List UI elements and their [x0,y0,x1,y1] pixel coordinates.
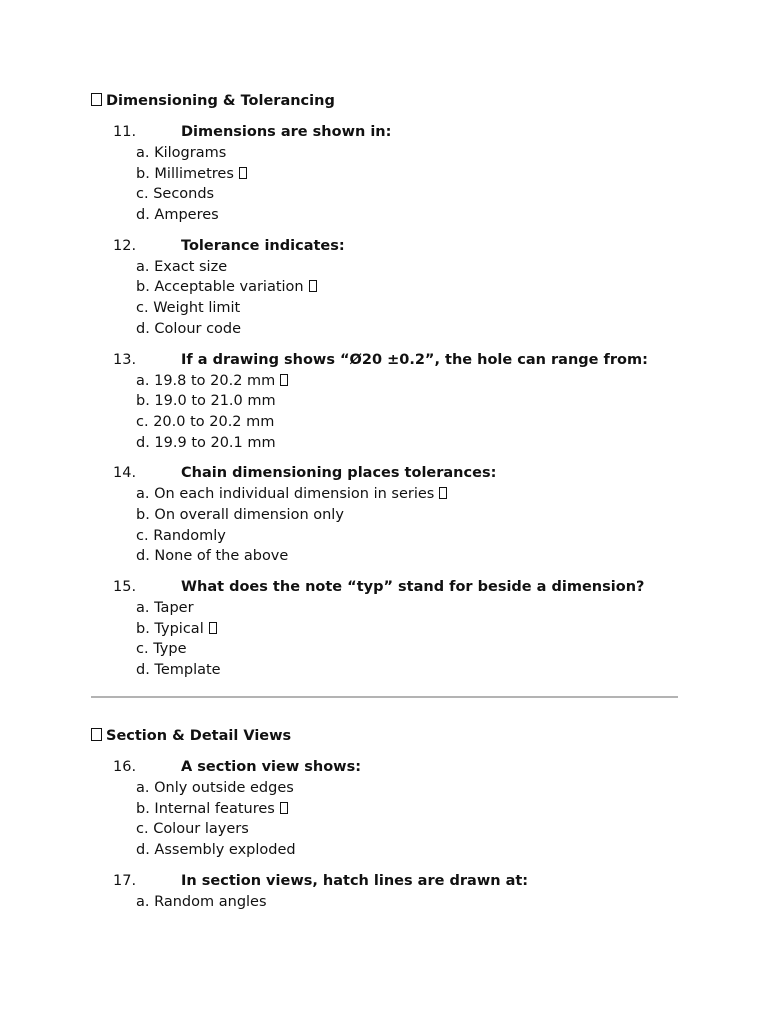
option-item-correct: b. Acceptable variation [136,277,678,298]
option-item: d. Assembly exploded [136,842,296,859]
missing-glyph-icon [91,728,102,741]
option-item: a. Taper [136,600,194,616]
option-item: b. On overall dimension only [136,506,344,523]
option-list [91,257,678,340]
question-12 [91,236,678,340]
option-list [91,778,678,861]
option-item: d. Template [136,662,221,679]
option-list [91,598,678,681]
option-item-correct: b. Internal features [136,799,678,820]
question-text: Tolerance indicates: [181,237,345,254]
check-mark-icon [239,167,247,179]
question-17 [91,871,678,913]
option-item: d. Colour code [136,320,242,337]
question-13 [91,350,678,454]
option-item: c. Type [136,641,187,658]
option-item: a. Kilograms [136,145,227,161]
question-number: 17. [113,872,137,889]
question-number: 15. [113,579,137,595]
option-item: c. Colour layers [136,821,249,838]
check-mark-icon [209,622,217,634]
option-item-correct: a. 19.8 to 20.2 mm [136,371,678,392]
question-15 [91,577,678,681]
option-item: a. Only outside edges [136,780,294,796]
question-number: 11. [113,124,137,140]
question-number: 14. [113,465,137,482]
option-item: c. Weight limit [136,300,241,317]
question-text: What does the note “typ” stand for beside a dimension? [181,579,645,595]
section-section-views [91,726,678,912]
option-item-correct: a. On each individual dimension in series [136,484,678,505]
option-list [91,484,678,567]
section-title: Dimensioning & Tolerancing [106,93,335,109]
option-item-correct: b. Typical [136,619,678,640]
option-list [91,143,678,226]
section-heading [91,91,678,112]
option-list [91,892,678,913]
option-item: a. Random angles [136,893,267,910]
option-item: c. Seconds [136,186,215,203]
question-text: A section view shows: [181,759,362,775]
question-text: If a drawing shows “Ø20 ±0.2”, the hole can range from: [181,351,648,368]
question-text: Chain dimensioning places tolerances: [181,465,497,482]
question-16 [91,757,678,861]
option-list [91,371,678,454]
question-14 [91,463,678,567]
option-item: c. Randomly [136,527,226,544]
check-mark-icon [309,280,317,292]
check-mark-icon [439,487,447,499]
question-text: In section views, hatch lines are drawn at: [181,872,529,889]
missing-glyph-icon [91,93,102,106]
section-title: Section & Detail Views [106,728,292,744]
option-item: d. None of the above [136,548,289,565]
option-item: a. Exact size [136,258,228,275]
question-number: 12. [113,237,137,254]
horizontal-divider [91,696,678,698]
option-item: d. 19.9 to 20.1 mm [136,434,276,451]
question-11 [91,122,678,226]
section-dimensioning [91,91,678,681]
question-text: Dimensions are shown in: [181,124,392,140]
section-heading [91,726,678,747]
question-number: 13. [113,351,137,368]
check-mark-icon [280,802,288,814]
question-number: 16. [113,759,137,775]
option-item: c. 20.0 to 20.2 mm [136,413,275,430]
option-item-correct: b. Millimetres [136,164,678,185]
option-item: d. Amperes [136,207,219,224]
check-mark-icon [280,374,288,386]
option-item: b. 19.0 to 21.0 mm [136,393,276,410]
